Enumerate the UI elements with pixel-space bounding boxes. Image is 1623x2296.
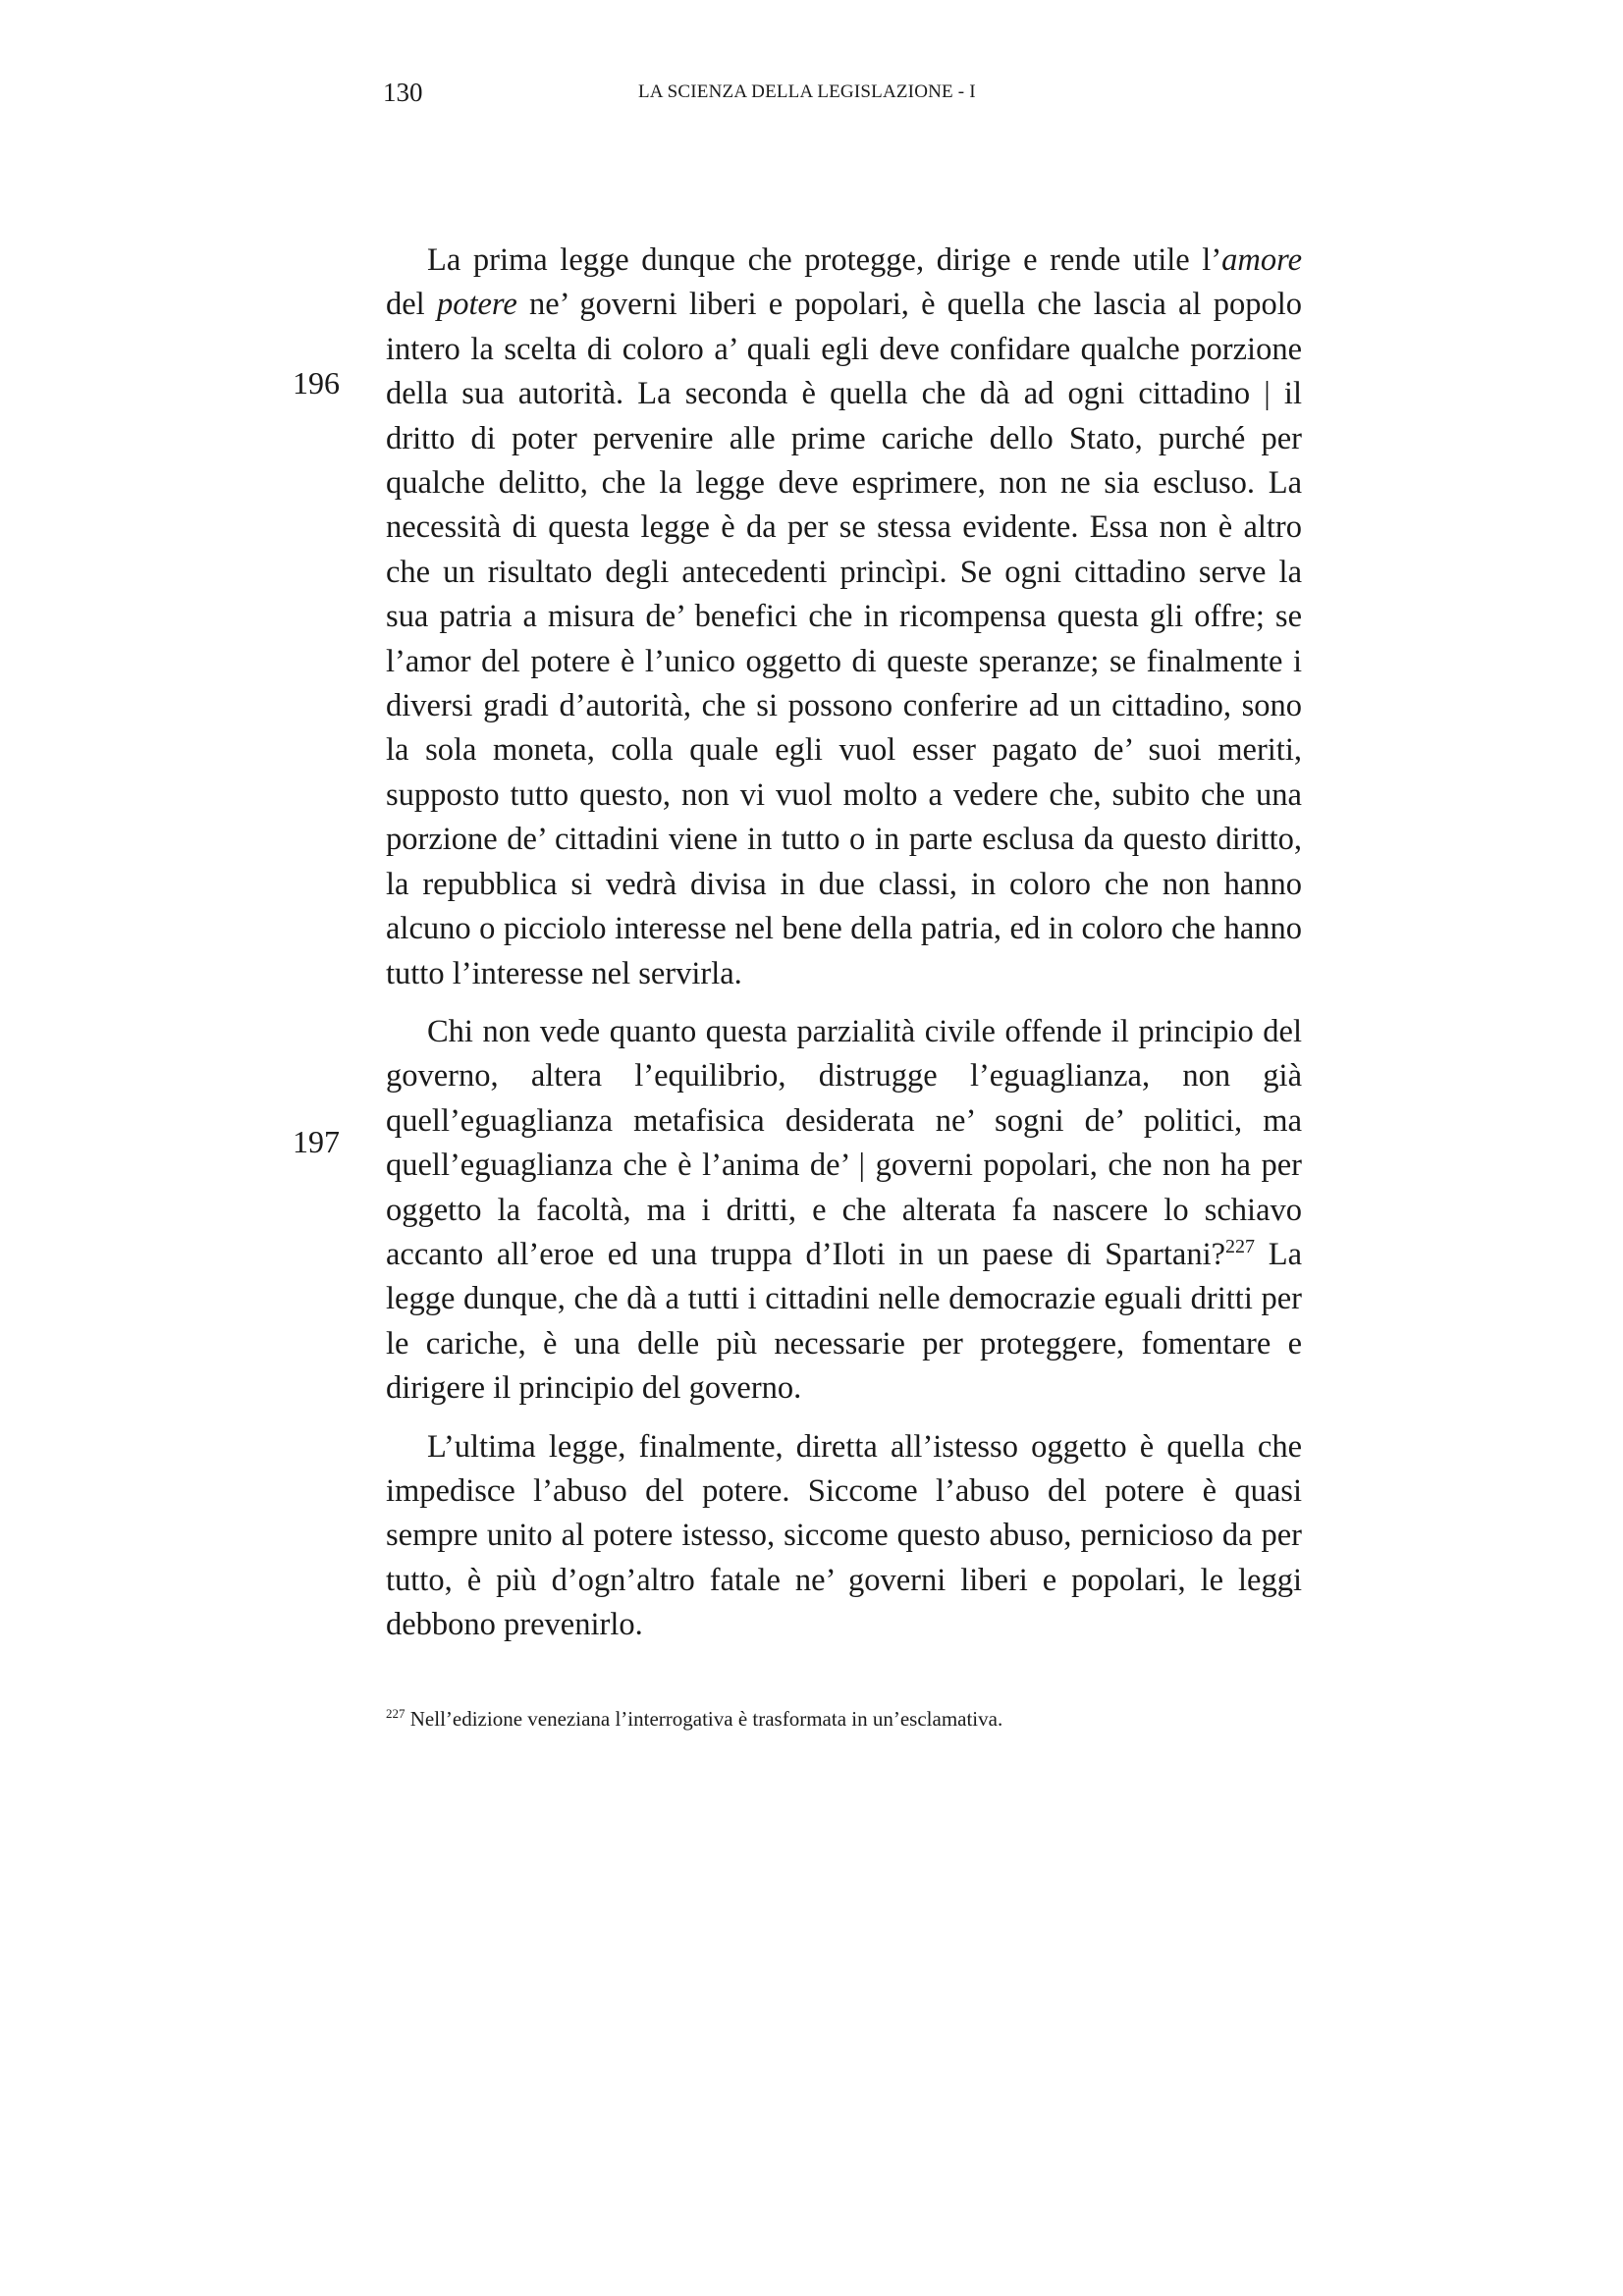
paragraph-2-text-b: La legge dunque, che dà a tutti i cittadini nelle democrazie eguali dritti per le cariche, è una delle più necessarie per proteggere, fomentare e dirigere il principio del governo. bbox=[386, 1236, 1302, 1407]
page-number: 130 bbox=[383, 78, 423, 107]
footnote bbox=[386, 1705, 1302, 1733]
paragraph-1-italic-amore: amore bbox=[1221, 242, 1302, 278]
footnote-reference[interactable]: 227 bbox=[1225, 1236, 1256, 1258]
paragraph-2-text-a: Chi non vede quanto questa parzialità civile offende il principio del governo, altera l’equilibrio, distrugge l’eguaglianza, non già quell’eguaglianza metafisica desiderata ne’ sogni de’ politici, ma quell’eguaglianza che è l’anima de’ | governi popolari, che non ha per oggetto la facoltà, ma i dritti, e che alterata fa nascere lo schiavo accanto all’eroe ed una truppa d’Iloti in un paese di Spartani? bbox=[386, 1013, 1302, 1272]
paragraph-2 bbox=[386, 1010, 1302, 1412]
paragraph-1-italic-potere: potere bbox=[436, 287, 517, 323]
paragraph-3: L’ultima legge, finalmente, diretta all’istesso oggetto è quella che impedisce l’abuso del potere. Siccome l’abuso del potere è quasi sempre unito al potere istesso, siccome questo abuso, pernicioso da per tutto, è più d’ogn’altro fatale ne’ governi liberi e popolari, le leggi debbono prevenirlo. bbox=[386, 1428, 1302, 1643]
main-text bbox=[386, 239, 1302, 1662]
paragraph-1 bbox=[386, 239, 1302, 996]
paragraph-1-text-c: del bbox=[386, 287, 437, 323]
paragraph-1-text-a: La prima legge dunque che protegge, dirige e rende utile l’ bbox=[427, 242, 1222, 278]
margin-reference-197: 197 bbox=[293, 1124, 340, 1159]
footnote-text: Nell’edizione veneziana l’interrogativa è trasformata in un’esclamativa. bbox=[405, 1707, 1003, 1731]
running-head: LA SCIENZA DELLA LEGISLAZIONE - I bbox=[638, 81, 976, 102]
footnote-number: 227 bbox=[386, 1706, 406, 1721]
margin-reference-196: 196 bbox=[293, 365, 340, 400]
paragraph-1-text-e: ne’ governi liberi e popolari, è quella che lascia al popolo intero la scelta di coloro a’ quali egli deve confidare qualche porzione della sua autorità. La seconda è quella che dà ad ogni cittadino | il dritto di poter pervenire alle prime cariche dello Stato, purché per qualche delitto, che la legge deve esprimere, non ne sia escluso. La necessità di questa legge è da per se stessa evidente. Essa non è altro che un risultato degli antecedenti princìpi. Se ogni cittadino serve la sua patria a misura de’ benefici che in ricompensa questa gli offre; se l’amor del potere è l’unico oggetto di queste speranze; se finalmente i diversi gradi d’autorità, che si possono conferire ad un cittadino, sono la sola moneta, colla quale egli vuol esser pagato de’ suoi meriti, supposto tutto questo, non vi vuol molto a vedere che, subito che una porzione de’ cittadini viene in tutto o in parte esclusa da questo diritto, la repubblica si vedrà divisa in due classi, in coloro che non hanno alcuno o picciolo interesse nel bene della patria, ed in coloro che hanno tutto l’interesse nel servirla. bbox=[386, 287, 1302, 991]
